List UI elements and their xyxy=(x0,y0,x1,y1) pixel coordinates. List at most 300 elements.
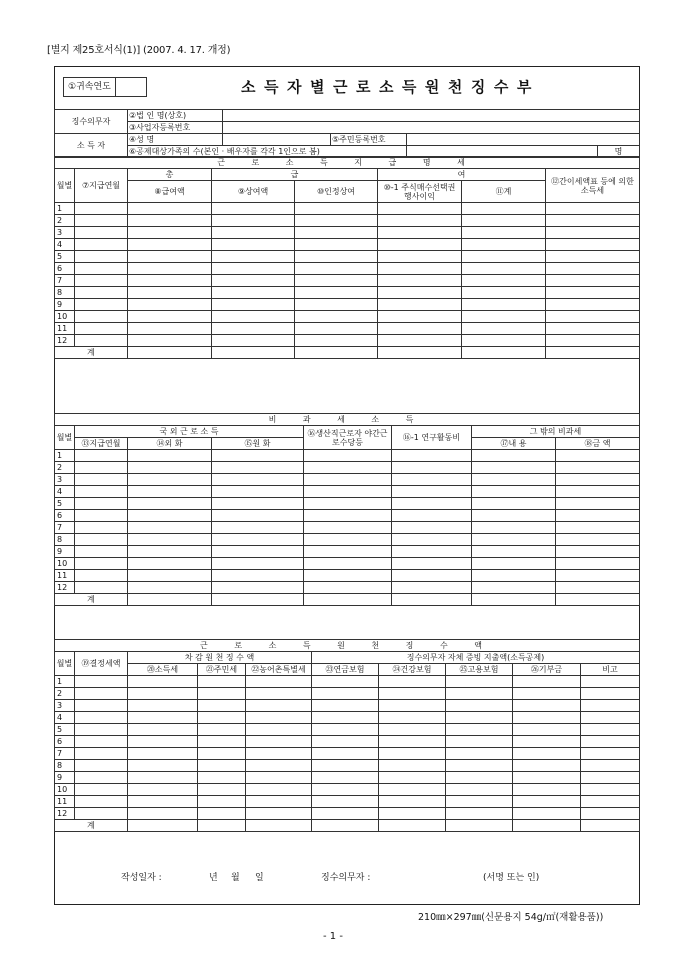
income-input-cell[interactable] xyxy=(546,347,640,359)
nontax-input-cell[interactable] xyxy=(75,570,128,582)
withholding-input-cell[interactable] xyxy=(75,736,128,748)
nontax-input-cell[interactable] xyxy=(212,570,304,582)
nontax-input-cell[interactable] xyxy=(75,582,128,594)
withholding-input-cell[interactable] xyxy=(581,796,640,808)
income-input-cell[interactable] xyxy=(212,275,295,287)
withholding-input-cell[interactable] xyxy=(198,724,246,736)
income-input-cell[interactable] xyxy=(212,299,295,311)
withholding-input-cell[interactable] xyxy=(198,736,246,748)
withholding-input-cell[interactable] xyxy=(379,772,446,784)
withholding-input-cell[interactable] xyxy=(128,796,198,808)
nontax-input-cell[interactable] xyxy=(556,570,640,582)
nontax-input-cell[interactable] xyxy=(556,474,640,486)
income-input-cell[interactable] xyxy=(462,263,546,275)
income-input-cell[interactable] xyxy=(462,347,546,359)
withholding-input-cell[interactable] xyxy=(198,820,246,832)
nontax-input-cell[interactable] xyxy=(304,582,392,594)
withholding-input-cell[interactable] xyxy=(513,748,581,760)
nontax-input-cell[interactable] xyxy=(128,462,212,474)
withholding-input-cell[interactable] xyxy=(581,736,640,748)
income-input-cell[interactable] xyxy=(128,203,212,215)
withholding-input-cell[interactable] xyxy=(312,700,379,712)
withholding-input-cell[interactable] xyxy=(312,808,379,820)
income-input-cell[interactable] xyxy=(378,323,462,335)
income-input-cell[interactable] xyxy=(546,263,640,275)
nontax-input-cell[interactable] xyxy=(556,594,640,606)
withholding-input-cell[interactable] xyxy=(198,808,246,820)
withholding-input-cell[interactable] xyxy=(581,748,640,760)
income-input-cell[interactable] xyxy=(75,323,128,335)
income-input-cell[interactable] xyxy=(462,287,546,299)
income-input-cell[interactable] xyxy=(546,251,640,263)
withholding-input-cell[interactable] xyxy=(446,700,513,712)
withholding-input-cell[interactable] xyxy=(312,712,379,724)
income-input-cell[interactable] xyxy=(128,287,212,299)
income-input-cell[interactable] xyxy=(128,215,212,227)
income-input-cell[interactable] xyxy=(128,347,212,359)
withholding-input-cell[interactable] xyxy=(379,676,446,688)
income-input-cell[interactable] xyxy=(462,275,546,287)
income-input-cell[interactable] xyxy=(295,227,378,239)
withholding-input-cell[interactable] xyxy=(446,796,513,808)
withholding-input-cell[interactable] xyxy=(581,700,640,712)
nontax-input-cell[interactable] xyxy=(75,498,128,510)
withholding-input-cell[interactable] xyxy=(513,736,581,748)
income-input-cell[interactable] xyxy=(212,251,295,263)
income-input-cell[interactable] xyxy=(75,299,128,311)
income-input-cell[interactable] xyxy=(212,311,295,323)
nontax-input-cell[interactable] xyxy=(392,534,472,546)
nontax-input-cell[interactable] xyxy=(392,462,472,474)
nontax-input-cell[interactable] xyxy=(392,546,472,558)
nontax-input-cell[interactable] xyxy=(472,594,556,606)
withholding-input-cell[interactable] xyxy=(198,772,246,784)
withholding-input-cell[interactable] xyxy=(379,712,446,724)
withholding-input-cell[interactable] xyxy=(246,796,312,808)
income-input-cell[interactable] xyxy=(462,215,546,227)
nontax-input-cell[interactable] xyxy=(212,582,304,594)
nontax-input-cell[interactable] xyxy=(212,558,304,570)
nontax-input-cell[interactable] xyxy=(472,474,556,486)
income-input-cell[interactable] xyxy=(128,239,212,251)
withholding-input-cell[interactable] xyxy=(128,676,198,688)
withholding-input-cell[interactable] xyxy=(513,724,581,736)
withholding-input-cell[interactable] xyxy=(312,784,379,796)
withholding-input-cell[interactable] xyxy=(128,808,198,820)
withholding-input-cell[interactable] xyxy=(513,820,581,832)
nontax-input-cell[interactable] xyxy=(392,522,472,534)
nontax-input-cell[interactable] xyxy=(556,558,640,570)
withholding-input-cell[interactable] xyxy=(312,724,379,736)
withholding-input-cell[interactable] xyxy=(513,808,581,820)
income-input-cell[interactable] xyxy=(212,335,295,347)
nontax-input-cell[interactable] xyxy=(128,474,212,486)
income-input-cell[interactable] xyxy=(546,287,640,299)
nontax-input-cell[interactable] xyxy=(472,522,556,534)
nontax-input-cell[interactable] xyxy=(392,486,472,498)
withholding-input-cell[interactable] xyxy=(128,748,198,760)
payer-bizno-field[interactable] xyxy=(223,122,640,134)
nontax-input-cell[interactable] xyxy=(128,558,212,570)
withholding-input-cell[interactable] xyxy=(446,784,513,796)
withholding-input-cell[interactable] xyxy=(446,712,513,724)
income-input-cell[interactable] xyxy=(128,227,212,239)
withholding-input-cell[interactable] xyxy=(246,676,312,688)
withholding-input-cell[interactable] xyxy=(75,676,128,688)
income-input-cell[interactable] xyxy=(546,335,640,347)
nontax-input-cell[interactable] xyxy=(556,498,640,510)
withholding-input-cell[interactable] xyxy=(379,724,446,736)
withholding-input-cell[interactable] xyxy=(446,724,513,736)
nontax-input-cell[interactable] xyxy=(392,570,472,582)
withholding-input-cell[interactable] xyxy=(581,760,640,772)
withholding-input-cell[interactable] xyxy=(128,784,198,796)
income-input-cell[interactable] xyxy=(546,323,640,335)
income-input-cell[interactable] xyxy=(378,287,462,299)
nontax-input-cell[interactable] xyxy=(392,474,472,486)
withholding-input-cell[interactable] xyxy=(198,748,246,760)
withholding-input-cell[interactable] xyxy=(198,760,246,772)
income-input-cell[interactable] xyxy=(546,311,640,323)
income-input-cell[interactable] xyxy=(546,239,640,251)
nontax-input-cell[interactable] xyxy=(392,510,472,522)
withholding-input-cell[interactable] xyxy=(75,796,128,808)
income-input-cell[interactable] xyxy=(75,251,128,263)
withholding-input-cell[interactable] xyxy=(513,796,581,808)
nontax-input-cell[interactable] xyxy=(212,594,304,606)
income-input-cell[interactable] xyxy=(128,335,212,347)
nontax-input-cell[interactable] xyxy=(128,582,212,594)
withholding-input-cell[interactable] xyxy=(312,688,379,700)
withholding-input-cell[interactable] xyxy=(198,796,246,808)
nontax-input-cell[interactable] xyxy=(304,570,392,582)
withholding-input-cell[interactable] xyxy=(446,736,513,748)
withholding-input-cell[interactable] xyxy=(581,784,640,796)
withholding-input-cell[interactable] xyxy=(513,676,581,688)
income-input-cell[interactable] xyxy=(295,203,378,215)
withholding-input-cell[interactable] xyxy=(128,724,198,736)
income-input-cell[interactable] xyxy=(378,227,462,239)
withholding-input-cell[interactable] xyxy=(75,772,128,784)
withholding-input-cell[interactable] xyxy=(379,736,446,748)
withholding-input-cell[interactable] xyxy=(198,784,246,796)
nontax-input-cell[interactable] xyxy=(392,558,472,570)
withholding-input-cell[interactable] xyxy=(75,760,128,772)
income-input-cell[interactable] xyxy=(462,311,546,323)
nontax-input-cell[interactable] xyxy=(212,462,304,474)
withholding-input-cell[interactable] xyxy=(246,760,312,772)
income-input-cell[interactable] xyxy=(378,311,462,323)
nontax-input-cell[interactable] xyxy=(304,510,392,522)
nontax-input-cell[interactable] xyxy=(556,450,640,462)
withholding-input-cell[interactable] xyxy=(75,724,128,736)
withholding-input-cell[interactable] xyxy=(581,676,640,688)
income-input-cell[interactable] xyxy=(295,275,378,287)
nontax-input-cell[interactable] xyxy=(75,522,128,534)
withholding-input-cell[interactable] xyxy=(513,772,581,784)
nontax-input-cell[interactable] xyxy=(472,486,556,498)
income-input-cell[interactable] xyxy=(128,251,212,263)
income-input-cell[interactable] xyxy=(75,287,128,299)
nontax-input-cell[interactable] xyxy=(304,522,392,534)
nontax-input-cell[interactable] xyxy=(212,546,304,558)
income-input-cell[interactable] xyxy=(546,275,640,287)
payer-name-field[interactable] xyxy=(223,110,640,122)
withholding-input-cell[interactable] xyxy=(246,724,312,736)
withholding-input-cell[interactable] xyxy=(513,700,581,712)
nontax-input-cell[interactable] xyxy=(304,474,392,486)
income-input-cell[interactable] xyxy=(378,239,462,251)
nontax-input-cell[interactable] xyxy=(472,570,556,582)
income-input-cell[interactable] xyxy=(75,263,128,275)
income-input-cell[interactable] xyxy=(295,311,378,323)
income-input-cell[interactable] xyxy=(128,323,212,335)
income-input-cell[interactable] xyxy=(462,227,546,239)
income-input-cell[interactable] xyxy=(295,335,378,347)
income-input-cell[interactable] xyxy=(378,215,462,227)
withholding-input-cell[interactable] xyxy=(379,820,446,832)
withholding-input-cell[interactable] xyxy=(312,760,379,772)
income-input-cell[interactable] xyxy=(75,215,128,227)
nontax-input-cell[interactable] xyxy=(75,450,128,462)
income-input-cell[interactable] xyxy=(212,215,295,227)
nontax-input-cell[interactable] xyxy=(128,522,212,534)
nontax-input-cell[interactable] xyxy=(128,594,212,606)
nontax-input-cell[interactable] xyxy=(392,450,472,462)
withholding-input-cell[interactable] xyxy=(128,760,198,772)
withholding-input-cell[interactable] xyxy=(379,688,446,700)
income-input-cell[interactable] xyxy=(75,311,128,323)
income-input-cell[interactable] xyxy=(128,263,212,275)
income-input-cell[interactable] xyxy=(546,227,640,239)
income-input-cell[interactable] xyxy=(462,335,546,347)
nontax-input-cell[interactable] xyxy=(212,498,304,510)
nontax-input-cell[interactable] xyxy=(304,462,392,474)
nontax-input-cell[interactable] xyxy=(212,510,304,522)
income-input-cell[interactable] xyxy=(128,299,212,311)
nontax-input-cell[interactable] xyxy=(304,486,392,498)
withholding-input-cell[interactable] xyxy=(446,676,513,688)
income-input-cell[interactable] xyxy=(75,335,128,347)
income-input-cell[interactable] xyxy=(295,215,378,227)
withholding-input-cell[interactable] xyxy=(513,760,581,772)
income-input-cell[interactable] xyxy=(212,239,295,251)
nontax-input-cell[interactable] xyxy=(304,546,392,558)
withholding-input-cell[interactable] xyxy=(246,748,312,760)
withholding-input-cell[interactable] xyxy=(379,760,446,772)
year-field[interactable] xyxy=(116,78,146,96)
withholding-input-cell[interactable] xyxy=(446,820,513,832)
withholding-input-cell[interactable] xyxy=(75,712,128,724)
nontax-input-cell[interactable] xyxy=(392,582,472,594)
nontax-input-cell[interactable] xyxy=(75,474,128,486)
withholding-input-cell[interactable] xyxy=(379,784,446,796)
nontax-input-cell[interactable] xyxy=(75,462,128,474)
nontax-input-cell[interactable] xyxy=(392,594,472,606)
income-input-cell[interactable] xyxy=(378,203,462,215)
income-input-cell[interactable] xyxy=(75,275,128,287)
withholding-input-cell[interactable] xyxy=(312,772,379,784)
nontax-input-cell[interactable] xyxy=(556,510,640,522)
withholding-input-cell[interactable] xyxy=(513,688,581,700)
nontax-input-cell[interactable] xyxy=(556,582,640,594)
income-input-cell[interactable] xyxy=(212,323,295,335)
withholding-input-cell[interactable] xyxy=(379,808,446,820)
nontax-input-cell[interactable] xyxy=(75,546,128,558)
nontax-input-cell[interactable] xyxy=(556,462,640,474)
earner-rrn-field[interactable] xyxy=(407,134,640,146)
withholding-input-cell[interactable] xyxy=(312,748,379,760)
income-input-cell[interactable] xyxy=(546,215,640,227)
withholding-input-cell[interactable] xyxy=(513,712,581,724)
income-input-cell[interactable] xyxy=(128,275,212,287)
income-input-cell[interactable] xyxy=(462,323,546,335)
withholding-input-cell[interactable] xyxy=(246,820,312,832)
withholding-input-cell[interactable] xyxy=(581,772,640,784)
nontax-input-cell[interactable] xyxy=(304,450,392,462)
income-input-cell[interactable] xyxy=(378,299,462,311)
income-input-cell[interactable] xyxy=(295,263,378,275)
income-input-cell[interactable] xyxy=(462,203,546,215)
nontax-input-cell[interactable] xyxy=(472,510,556,522)
nontax-input-cell[interactable] xyxy=(556,522,640,534)
nontax-input-cell[interactable] xyxy=(212,450,304,462)
withholding-input-cell[interactable] xyxy=(246,772,312,784)
income-input-cell[interactable] xyxy=(295,251,378,263)
nontax-input-cell[interactable] xyxy=(556,546,640,558)
nontax-input-cell[interactable] xyxy=(75,486,128,498)
nontax-input-cell[interactable] xyxy=(75,534,128,546)
withholding-input-cell[interactable] xyxy=(379,796,446,808)
income-input-cell[interactable] xyxy=(295,287,378,299)
withholding-input-cell[interactable] xyxy=(198,700,246,712)
nontax-input-cell[interactable] xyxy=(128,498,212,510)
withholding-input-cell[interactable] xyxy=(75,700,128,712)
income-input-cell[interactable] xyxy=(212,263,295,275)
nontax-input-cell[interactable] xyxy=(75,558,128,570)
income-input-cell[interactable] xyxy=(128,311,212,323)
earner-name-field[interactable] xyxy=(223,134,331,146)
nontax-input-cell[interactable] xyxy=(304,558,392,570)
nontax-input-cell[interactable] xyxy=(75,510,128,522)
withholding-input-cell[interactable] xyxy=(581,808,640,820)
income-input-cell[interactable] xyxy=(295,347,378,359)
nontax-input-cell[interactable] xyxy=(472,498,556,510)
withholding-input-cell[interactable] xyxy=(581,724,640,736)
income-input-cell[interactable] xyxy=(75,239,128,251)
nontax-input-cell[interactable] xyxy=(128,486,212,498)
withholding-input-cell[interactable] xyxy=(75,748,128,760)
income-input-cell[interactable] xyxy=(378,335,462,347)
income-input-cell[interactable] xyxy=(212,227,295,239)
nontax-input-cell[interactable] xyxy=(128,570,212,582)
withholding-input-cell[interactable] xyxy=(513,784,581,796)
withholding-input-cell[interactable] xyxy=(198,676,246,688)
income-input-cell[interactable] xyxy=(378,251,462,263)
withholding-input-cell[interactable] xyxy=(446,772,513,784)
income-input-cell[interactable] xyxy=(295,299,378,311)
withholding-input-cell[interactable] xyxy=(128,700,198,712)
withholding-input-cell[interactable] xyxy=(581,712,640,724)
withholding-input-cell[interactable] xyxy=(246,700,312,712)
income-input-cell[interactable] xyxy=(295,239,378,251)
nontax-input-cell[interactable] xyxy=(128,534,212,546)
nontax-input-cell[interactable] xyxy=(212,522,304,534)
withholding-input-cell[interactable] xyxy=(128,820,198,832)
nontax-input-cell[interactable] xyxy=(128,450,212,462)
withholding-input-cell[interactable] xyxy=(246,808,312,820)
withholding-input-cell[interactable] xyxy=(246,736,312,748)
income-input-cell[interactable] xyxy=(212,287,295,299)
nontax-input-cell[interactable] xyxy=(304,534,392,546)
withholding-input-cell[interactable] xyxy=(75,808,128,820)
withholding-input-cell[interactable] xyxy=(198,712,246,724)
income-input-cell[interactable] xyxy=(378,275,462,287)
income-input-cell[interactable] xyxy=(295,323,378,335)
income-input-cell[interactable] xyxy=(212,347,295,359)
nontax-input-cell[interactable] xyxy=(472,558,556,570)
income-input-cell[interactable] xyxy=(378,347,462,359)
income-input-cell[interactable] xyxy=(462,299,546,311)
income-input-cell[interactable] xyxy=(462,239,546,251)
nontax-input-cell[interactable] xyxy=(304,594,392,606)
withholding-input-cell[interactable] xyxy=(446,688,513,700)
withholding-input-cell[interactable] xyxy=(128,688,198,700)
income-input-cell[interactable] xyxy=(462,251,546,263)
income-input-cell[interactable] xyxy=(75,203,128,215)
withholding-input-cell[interactable] xyxy=(581,820,640,832)
withholding-input-cell[interactable] xyxy=(312,820,379,832)
withholding-input-cell[interactable] xyxy=(581,688,640,700)
nontax-input-cell[interactable] xyxy=(392,498,472,510)
withholding-input-cell[interactable] xyxy=(246,784,312,796)
withholding-input-cell[interactable] xyxy=(446,808,513,820)
withholding-input-cell[interactable] xyxy=(379,748,446,760)
nontax-input-cell[interactable] xyxy=(212,474,304,486)
withholding-input-cell[interactable] xyxy=(246,688,312,700)
withholding-input-cell[interactable] xyxy=(128,712,198,724)
withholding-input-cell[interactable] xyxy=(75,784,128,796)
nontax-input-cell[interactable] xyxy=(128,510,212,522)
income-input-cell[interactable] xyxy=(546,299,640,311)
nontax-input-cell[interactable] xyxy=(212,486,304,498)
nontax-input-cell[interactable] xyxy=(128,546,212,558)
nontax-input-cell[interactable] xyxy=(472,534,556,546)
withholding-input-cell[interactable] xyxy=(312,736,379,748)
withholding-input-cell[interactable] xyxy=(128,772,198,784)
withholding-input-cell[interactable] xyxy=(312,796,379,808)
nontax-input-cell[interactable] xyxy=(472,582,556,594)
income-input-cell[interactable] xyxy=(378,263,462,275)
nontax-input-cell[interactable] xyxy=(472,450,556,462)
income-input-cell[interactable] xyxy=(75,227,128,239)
withholding-input-cell[interactable] xyxy=(446,748,513,760)
nontax-input-cell[interactable] xyxy=(212,534,304,546)
withholding-input-cell[interactable] xyxy=(128,736,198,748)
withholding-input-cell[interactable] xyxy=(379,700,446,712)
nontax-input-cell[interactable] xyxy=(304,498,392,510)
withholding-input-cell[interactable] xyxy=(198,688,246,700)
income-input-cell[interactable] xyxy=(212,203,295,215)
nontax-input-cell[interactable] xyxy=(472,546,556,558)
income-input-cell[interactable] xyxy=(546,203,640,215)
withholding-input-cell[interactable] xyxy=(446,760,513,772)
withholding-input-cell[interactable] xyxy=(75,688,128,700)
nontax-input-cell[interactable] xyxy=(556,534,640,546)
withholding-input-cell[interactable] xyxy=(246,712,312,724)
nontax-input-cell[interactable] xyxy=(472,462,556,474)
withholding-input-cell[interactable] xyxy=(312,676,379,688)
